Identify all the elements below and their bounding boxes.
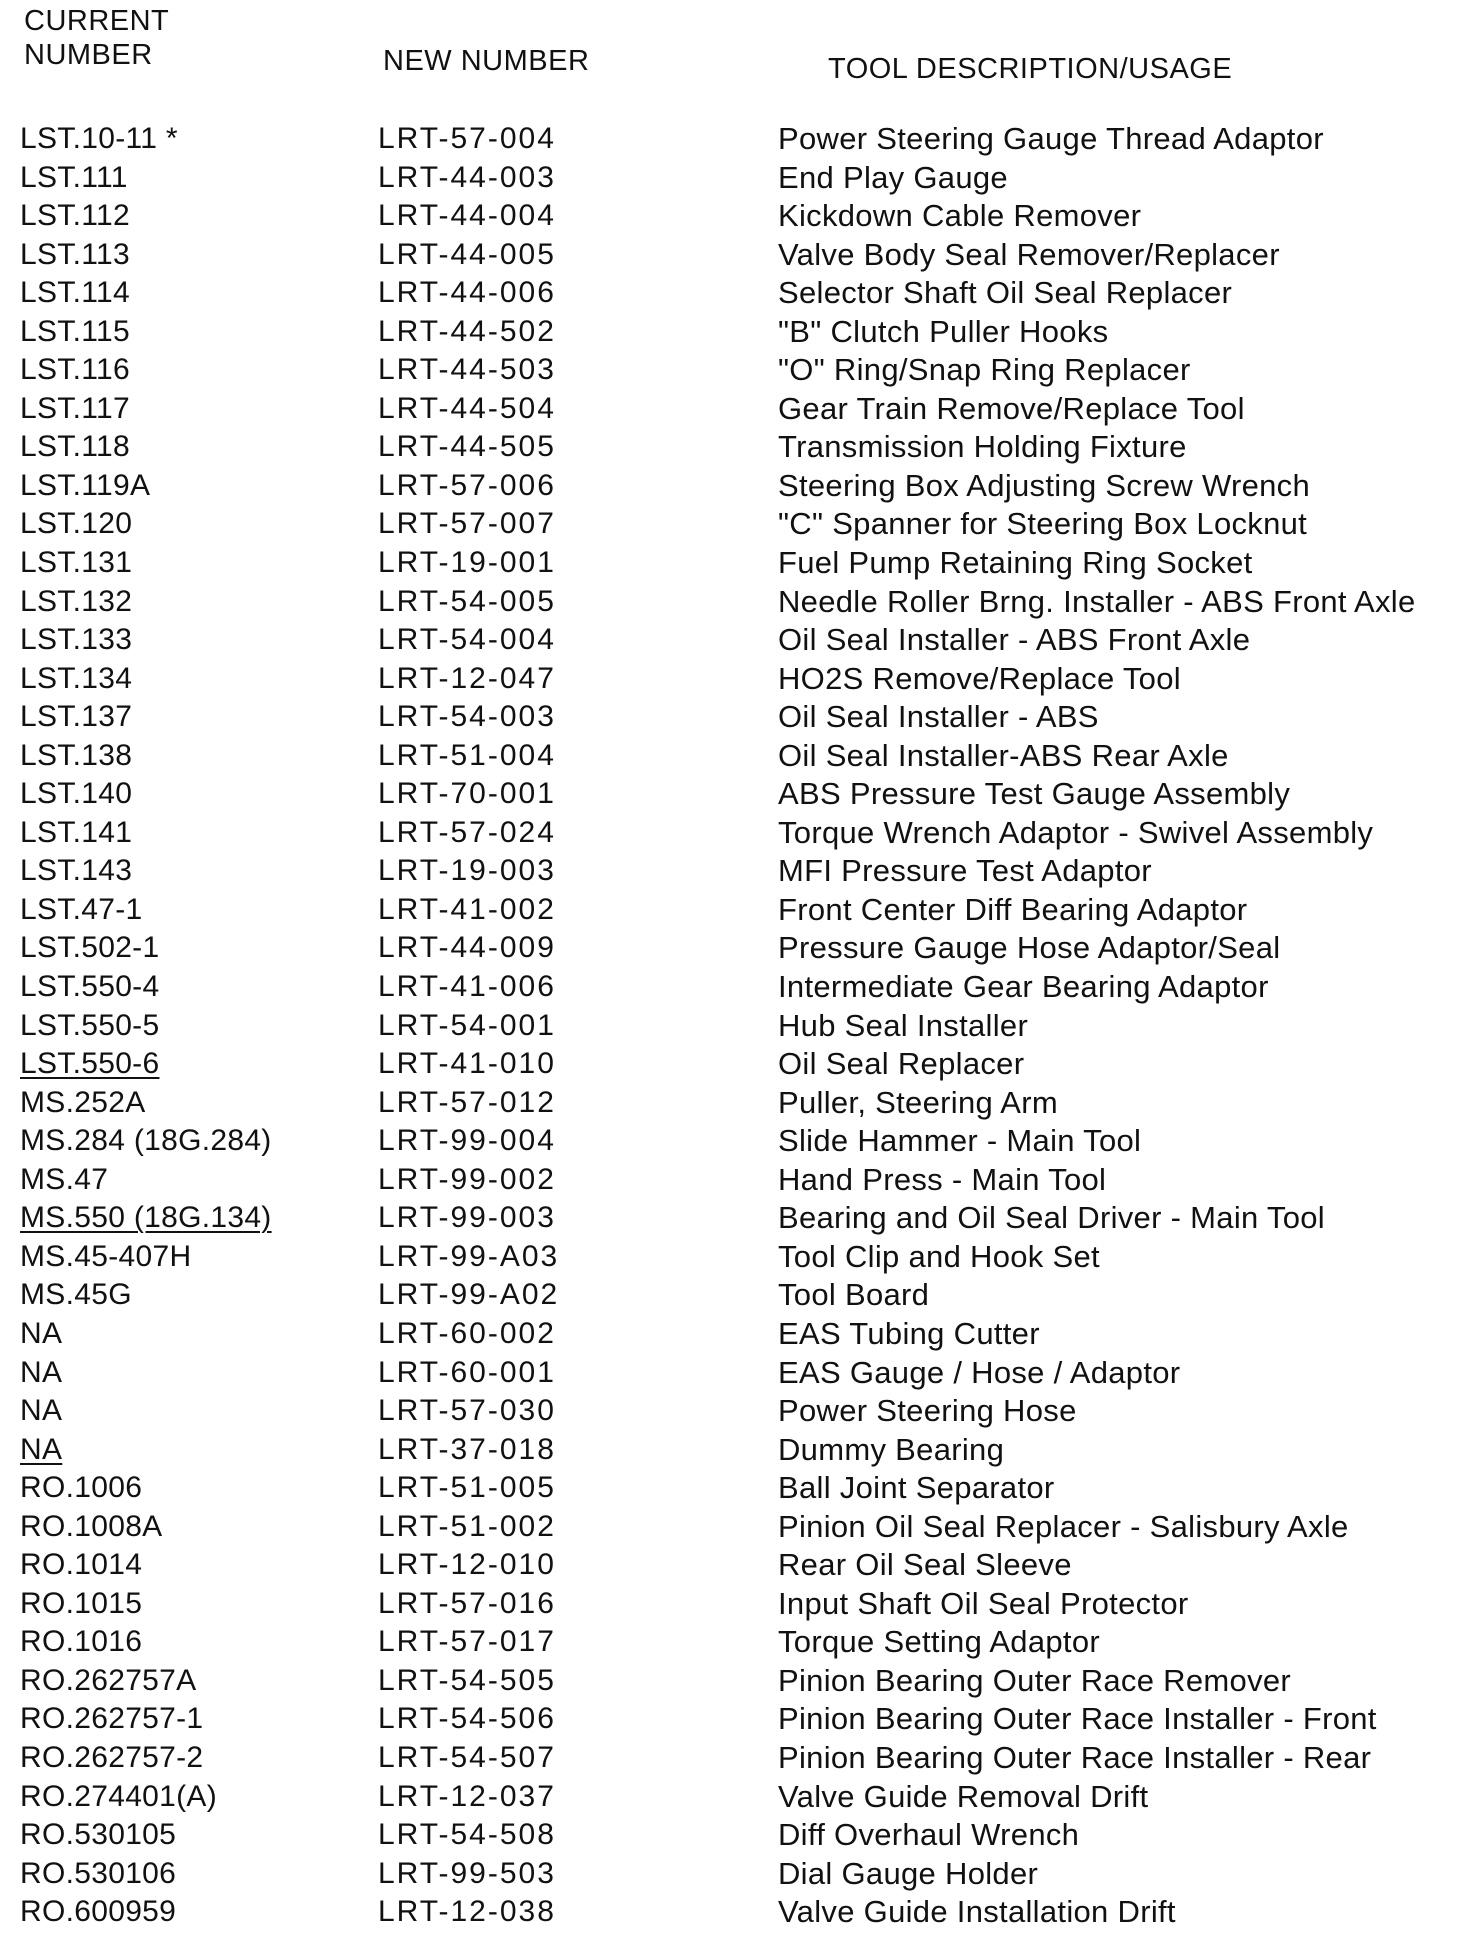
new-number-cell: LRT-12-038	[378, 1895, 556, 1929]
new-number-cell: LRT-57-024	[378, 815, 556, 849]
table-row	[0, 737, 1472, 776]
tool-description-cell: Torque Setting Adaptor	[778, 1624, 1100, 1660]
current-number-cell: MS.45G	[20, 1278, 132, 1312]
tool-description-cell: Steering Box Adjusting Screw Wrench	[778, 467, 1311, 503]
table-row	[0, 1623, 1472, 1662]
table-row	[0, 852, 1472, 891]
tool-description-cell: End Play Gauge	[778, 159, 1008, 195]
new-number-cell: LRT-54-508	[378, 1818, 556, 1852]
tool-description-cell: Rear Oil Seal Sleeve	[778, 1547, 1072, 1583]
current-number-cell: LST.118	[20, 430, 130, 464]
tool-description-cell: EAS Gauge / Hose / Adaptor	[778, 1354, 1181, 1390]
new-number-cell: LRT-54-004	[378, 623, 556, 657]
table-row	[0, 583, 1472, 622]
current-number-cell: LST.113	[20, 237, 130, 271]
new-number-cell: LRT-44-006	[378, 276, 556, 310]
table-row	[0, 1662, 1472, 1701]
current-number-cell: MS.284 (18G.284)	[20, 1124, 272, 1158]
current-number-cell: RO.262757-1	[20, 1702, 204, 1736]
current-number-cell: MS.45-407H	[20, 1239, 192, 1273]
current-number-cell: LST.133	[20, 623, 133, 657]
tool-description-cell: Puller, Steering Arm	[778, 1084, 1058, 1120]
table-row	[0, 544, 1472, 583]
current-number-cell: LST.550-6	[20, 1047, 160, 1081]
current-number-cell: RO.1016	[20, 1625, 143, 1659]
table-row	[0, 1508, 1472, 1547]
tool-description-cell: Pinion Bearing Outer Race Installer - Rear	[778, 1739, 1372, 1775]
new-number-cell: LRT-57-030	[378, 1394, 556, 1428]
table-row	[0, 1199, 1472, 1238]
tool-description-cell: Oil Seal Installer - ABS	[778, 699, 1099, 735]
current-number-cell: LST.116	[20, 353, 130, 387]
new-number-cell: LRT-51-005	[378, 1471, 556, 1505]
table-row	[0, 1238, 1472, 1277]
new-number-cell: LRT-44-504	[378, 391, 556, 425]
tool-description-cell: Tool Board	[778, 1277, 930, 1313]
table-row	[0, 1546, 1472, 1585]
new-number-cell: LRT-57-004	[378, 122, 556, 155]
table-row	[0, 775, 1472, 814]
tool-description-cell: Pinion Bearing Outer Race Installer - Front	[778, 1701, 1377, 1737]
current-number-cell: LST.119A	[20, 468, 151, 502]
tool-description-cell: Pinion Bearing Outer Race Remover	[778, 1662, 1292, 1698]
tool-description-cell: Intermediate Gear Bearing Adaptor	[778, 969, 1269, 1005]
new-number-cell: LRT-54-001	[378, 1008, 556, 1042]
tool-description-cell: Valve Guide Removal Drift	[778, 1778, 1149, 1814]
table-row	[0, 1084, 1472, 1123]
tool-description-cell: "C" Spanner for Steering Box Locknut	[778, 506, 1308, 542]
new-number-cell: LRT-54-506	[378, 1702, 556, 1736]
current-number-header	[24, 4, 169, 72]
table-row	[0, 1315, 1472, 1354]
current-number-cell: LST.550-5	[20, 1008, 160, 1042]
new-number-cell: LRT-19-001	[378, 546, 556, 580]
table-row	[0, 1816, 1472, 1855]
new-number-cell: LRT-44-009	[378, 931, 556, 965]
new-number-cell: LRT-57-007	[378, 507, 556, 541]
tool-description-cell: Oil Seal Installer-ABS Rear Axle	[778, 737, 1229, 773]
tool-description-cell: Tool Clip and Hook Set	[778, 1238, 1100, 1274]
current-number-cell: LST.120	[20, 507, 133, 541]
new-number-cell: LRT-54-003	[378, 700, 556, 734]
new-number-cell: LRT-57-012	[378, 1085, 556, 1119]
table-row	[0, 1392, 1472, 1431]
table-row	[0, 236, 1472, 275]
new-number-header: NEW NUMBER	[383, 45, 590, 77]
tool-description-cell: Front Center Diff Bearing Adaptor	[778, 891, 1248, 927]
table-row	[0, 698, 1472, 737]
current-number-cell: LST.112	[20, 199, 130, 233]
tool-description-cell: Hand Press - Main Tool	[778, 1161, 1107, 1197]
table-row	[0, 313, 1472, 352]
tool-description-cell: Diff Overhaul Wrench	[778, 1817, 1080, 1853]
new-number-cell: LRT-44-503	[378, 353, 556, 387]
tool-description-cell: Oil Seal Installer - ABS Front Axle	[778, 622, 1251, 658]
current-number-cell: RO.600959	[20, 1895, 177, 1929]
current-number-cell: RO.530106	[20, 1856, 177, 1890]
current-number-cell: RO.530105	[20, 1818, 177, 1852]
current-number-cell: RO.1014	[20, 1548, 143, 1582]
table-row	[0, 621, 1472, 660]
tool-description-cell: Dummy Bearing	[778, 1431, 1005, 1467]
tool-description-cell: Needle Roller Brng. Installer - ABS Front Axle	[778, 583, 1416, 619]
current-number-cell: RO.1008A	[20, 1509, 163, 1543]
tool-description-cell: Slide Hammer - Main Tool	[778, 1123, 1142, 1159]
tool-description-cell: ABS Pressure Test Gauge Assembly	[778, 776, 1291, 812]
new-number-cell: LRT-44-502	[378, 314, 556, 348]
current-number-cell: NA	[20, 1316, 63, 1350]
tool-description-cell: Kickdown Cable Remover	[778, 198, 1142, 234]
tool-description-cell: Pinion Oil Seal Replacer - Salisbury Axle	[778, 1508, 1349, 1544]
current-number-cell: MS.47	[20, 1162, 109, 1196]
tool-description-cell: EAS Tubing Cutter	[778, 1315, 1040, 1351]
tool-table	[0, 120, 1472, 1932]
tool-description-cell: Gear Train Remove/Replace Tool	[778, 390, 1245, 426]
current-number-cell: RO.1006	[20, 1471, 143, 1505]
table-row	[0, 390, 1472, 429]
tool-description-cell: Ball Joint Separator	[778, 1470, 1055, 1506]
table-row	[0, 159, 1472, 198]
table-row	[0, 1045, 1472, 1084]
current-number-cell: LST.115	[20, 314, 130, 348]
tool-description-cell: "O" Ring/Snap Ring Replacer	[778, 352, 1191, 388]
new-number-cell: LRT-41-006	[378, 970, 556, 1004]
table-row	[0, 891, 1472, 930]
table-row	[0, 505, 1472, 544]
current-number-cell: NA	[20, 1432, 63, 1466]
current-number-cell: LST.550-4	[20, 970, 160, 1004]
table-row	[0, 428, 1472, 467]
new-number-cell: LRT-99-004	[378, 1124, 556, 1158]
new-number-cell: LRT-44-005	[378, 237, 556, 271]
table-row	[0, 467, 1472, 506]
tool-description-cell: Fuel Pump Retaining Ring Socket	[778, 545, 1253, 581]
current-number-cell: LST.143	[20, 854, 133, 888]
table-row	[0, 274, 1472, 313]
new-number-cell: LRT-54-507	[378, 1740, 556, 1774]
new-number-cell: LRT-54-005	[378, 584, 556, 618]
table-row	[0, 1893, 1472, 1932]
tool-description-cell: Transmission Holding Fixture	[778, 429, 1187, 465]
new-number-cell: LRT-57-017	[378, 1625, 556, 1659]
table-row	[0, 1469, 1472, 1508]
new-number-cell: LRT-51-002	[378, 1509, 556, 1543]
new-number-cell: LRT-12-047	[378, 661, 556, 695]
new-number-cell: LRT-54-505	[378, 1663, 556, 1697]
current-number-cell: LST.140	[20, 777, 133, 811]
new-number-cell: LRT-44-004	[378, 199, 556, 233]
tool-description-cell: HO2S Remove/Replace Tool	[778, 660, 1181, 696]
current-number-cell: LST.132	[20, 584, 133, 618]
current-number-cell: NA	[20, 1355, 63, 1389]
current-number-cell: LST.117	[20, 391, 130, 425]
current-number-cell: RO.262757-2	[20, 1740, 204, 1774]
tool-description-cell: Bearing and Oil Seal Driver - Main Tool	[778, 1200, 1325, 1236]
table-row	[0, 814, 1472, 853]
tool-description-cell: Power Steering Hose	[778, 1393, 1077, 1429]
new-number-cell: LRT-19-003	[378, 854, 556, 888]
new-number-cell: LRT-99-002	[378, 1162, 556, 1196]
current-number-cell: LST.141	[20, 815, 133, 849]
new-number-cell: LRT-99-003	[378, 1201, 556, 1235]
current-number-cell: MS.252A	[20, 1085, 146, 1119]
new-number-cell: LRT-99-503	[378, 1856, 556, 1890]
current-number-cell: MS.550 (18G.134)	[20, 1201, 272, 1235]
table-row	[0, 968, 1472, 1007]
new-number-cell: LRT-41-002	[378, 892, 556, 926]
table-row	[0, 1007, 1472, 1046]
new-number-cell: LRT-51-004	[378, 738, 556, 772]
tool-description-cell: Hub Seal Installer	[778, 1007, 1029, 1043]
tool-description-cell: Input Shaft Oil Seal Protector	[778, 1585, 1189, 1621]
table-row	[0, 1739, 1472, 1778]
new-number-cell: LRT-12-010	[378, 1548, 556, 1582]
new-number-cell: LRT-44-505	[378, 430, 556, 464]
tool-description-cell: Oil Seal Replacer	[778, 1046, 1025, 1082]
table-row	[0, 1122, 1472, 1161]
new-number-cell: LRT-60-002	[378, 1316, 556, 1350]
tool-description-cell: Valve Body Seal Remover/Replacer	[778, 236, 1280, 272]
tool-description-cell: Pressure Gauge Hose Adaptor/Seal	[778, 930, 1281, 966]
new-number-cell: LRT-12-037	[378, 1779, 556, 1813]
tool-description-cell: Power Steering Gauge Thread Adaptor	[778, 121, 1324, 156]
current-number-cell: LST.134	[20, 661, 133, 695]
new-number-cell: LRT-57-016	[378, 1586, 556, 1620]
table-row	[0, 1700, 1472, 1739]
current-number-cell: RO.262757A	[20, 1663, 197, 1697]
current-number-cell: LST.131	[20, 546, 133, 580]
table-row	[0, 197, 1472, 236]
new-number-cell: LRT-44-003	[378, 160, 556, 194]
current-number-header-line2: NUMBER	[24, 39, 153, 71]
current-number-cell: LST.137	[20, 700, 133, 734]
table-row	[0, 1855, 1472, 1894]
current-number-cell: LST.138	[20, 738, 133, 772]
current-number-cell: RO.274401(A)	[20, 1779, 218, 1813]
table-row	[0, 351, 1472, 390]
new-number-cell: LRT-57-006	[378, 468, 556, 502]
tool-description-cell: Dial Gauge Holder	[778, 1855, 1039, 1891]
table-row	[0, 1585, 1472, 1624]
table-row	[0, 929, 1472, 968]
current-number-cell: NA	[20, 1394, 63, 1428]
current-number-cell: LST.502-1	[20, 931, 160, 965]
new-number-cell: LRT-99-A03	[378, 1239, 560, 1273]
tool-description-cell: Torque Wrench Adaptor - Swivel Assembly	[778, 814, 1374, 850]
tool-description-cell: Valve Guide Installation Drift	[778, 1894, 1176, 1930]
current-number-header-line1: CURRENT	[24, 5, 170, 37]
new-number-cell: LRT-60-001	[378, 1355, 556, 1389]
new-number-cell: LRT-41-010	[378, 1047, 556, 1081]
tool-description-cell: MFI Pressure Test Adaptor	[778, 853, 1152, 889]
table-row	[0, 1161, 1472, 1200]
table-row	[0, 1354, 1472, 1393]
table-row	[0, 1431, 1472, 1470]
table-row	[0, 1778, 1472, 1817]
current-number-cell: LST.47-1	[20, 892, 143, 926]
new-number-cell: LRT-70-001	[378, 777, 556, 811]
table-row	[0, 660, 1472, 699]
current-number-cell: LST.111	[20, 160, 128, 194]
current-number-cell: LST.10-11 *	[20, 122, 178, 155]
new-number-cell: LRT-37-018	[378, 1432, 556, 1466]
tool-description-header: TOOL DESCRIPTION/USAGE	[828, 53, 1233, 85]
tool-description-cell: Selector Shaft Oil Seal Replacer	[778, 275, 1233, 311]
current-number-cell: RO.1015	[20, 1586, 143, 1620]
current-number-cell: LST.114	[20, 276, 130, 310]
new-number-cell: LRT-99-A02	[378, 1278, 560, 1312]
tool-description-cell: "B" Clutch Puller Hooks	[778, 313, 1109, 349]
table-row	[0, 1276, 1472, 1315]
table-row	[0, 120, 1472, 159]
